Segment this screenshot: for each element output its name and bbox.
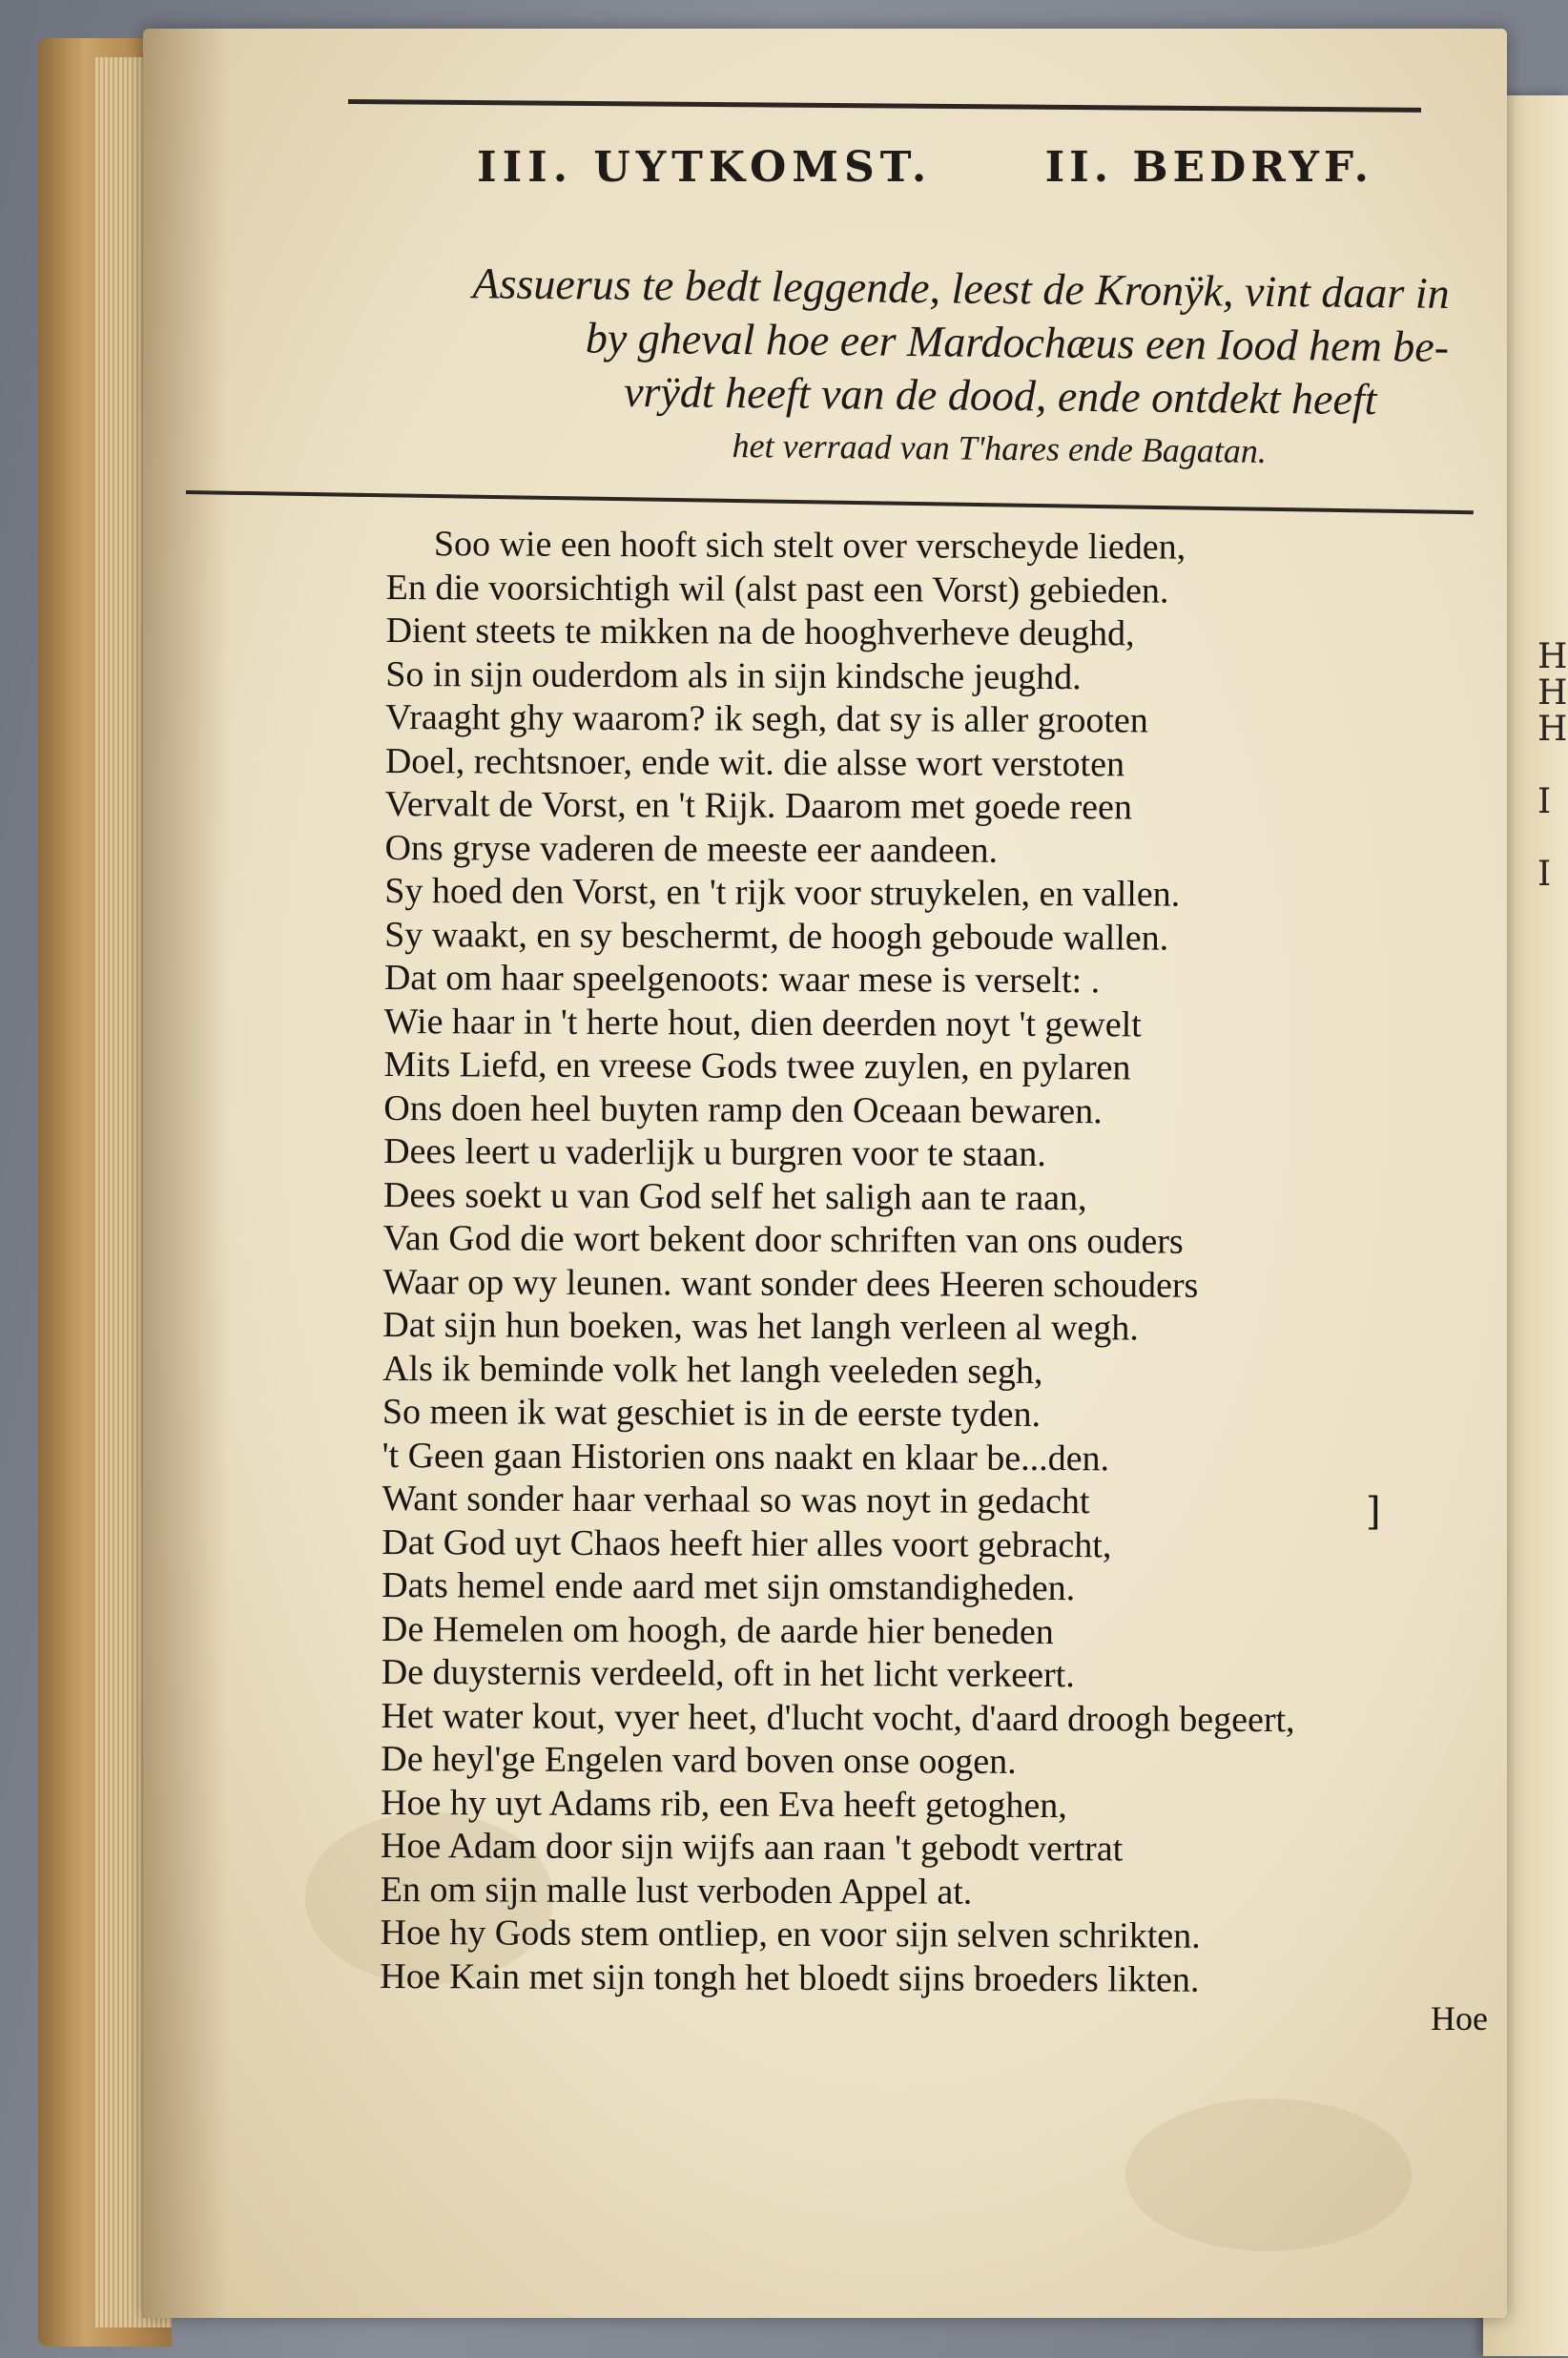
facing-page-letter: H xyxy=(1537,673,1568,713)
running-head-left: III. UYTKOMST. xyxy=(477,143,933,192)
verse-line: De heyl'ge Engelen vard boven onse oogen. xyxy=(381,1738,1017,1782)
verse-line: Vraaght ghy waarom? ik segh, dat sy is aller grooten xyxy=(385,696,1148,741)
verse-body xyxy=(380,523,1474,2003)
verse-line: Vervalt de Vorst, en 't Rijk. Daarom met goede reen xyxy=(384,783,1132,828)
verse-line: De Hemelen om hoogh, de aarde hier beneden xyxy=(381,1608,1054,1652)
verse-line: Het water kout, vyer heet, d'lucht vocht, d'aard droogh begeert, xyxy=(381,1695,1295,1740)
summary-line: Assuerus te bedt leggende, leest de Kronÿk, vint daar in xyxy=(472,259,1450,318)
verse-line: Sy waakt, en sy beschermt, de hoogh geboude wallen. xyxy=(384,914,1169,959)
verse-line: Ons doen heel buyten ramp den Oceaan bewaren. xyxy=(383,1087,1103,1131)
verse-line: Wie haar in 't herte hout, dien deerden noyt 't gewelt xyxy=(383,1001,1142,1045)
verse-line: Doel, rechtsnoer, ende wit. die alsse wort verstoten xyxy=(384,740,1125,784)
verse-line: Want sonder haar verhaal so was noyt in gedacht xyxy=(382,1478,1090,1522)
paper-stain xyxy=(1125,2099,1412,2251)
facing-page-letter: H xyxy=(1537,637,1568,676)
verse-line: Van God die wort bekent door schriften van ons ouders xyxy=(382,1217,1184,1262)
facing-page-letter: I xyxy=(1537,782,1552,821)
verse-line: Dats hemel ende aard met sijn omstandigheden. xyxy=(382,1564,1076,1609)
verse-line: Hoe hy Gods stem ontliep, en voor sijn selven schrikten. xyxy=(380,1912,1201,1956)
verse-line: Sy hoed den Vorst, en 't rijk voor struykelen, en vallen. xyxy=(384,870,1181,915)
summary-line: by gheval hoe eer Mardochæus een Iood hem be- xyxy=(585,313,1450,371)
verse-line: Dees soekt u van God self het saligh aan te raan, xyxy=(382,1174,1087,1218)
margin-bracket: ] xyxy=(1366,1490,1381,1534)
facing-page-letter: H xyxy=(1537,710,1568,749)
verse-line: Dees leert u vaderlijk u burgren voor te staan. xyxy=(383,1130,1046,1175)
verse-line: En die voorsichtigh wil (alst past een Vorst) gebieden. xyxy=(385,567,1169,611)
facing-page-letters xyxy=(1537,639,1567,893)
verse-line: Ons gryse vaderen de meeste eer aandeen. xyxy=(384,827,999,871)
verse-line: De duysternis verdeeld, oft in het licht verkeert. xyxy=(381,1651,1075,1696)
verse-line: Dat sijn hun boeken, was het langh verleen al wegh. xyxy=(382,1304,1139,1349)
verse-line: Dat God uyt Chaos heeft hier alles voort gebracht, xyxy=(382,1521,1112,1565)
verse-line: Hoe hy uyt Adams rib, een Eva heeft getoghen, xyxy=(381,1782,1067,1826)
verse-line: En om sijn malle lust verboden Appel at. xyxy=(380,1869,973,1913)
verse-line: So in sijn ouderdom als in sijn kindsche jeughd. xyxy=(385,653,1082,697)
scene-summary xyxy=(361,256,1450,479)
facing-page-letter xyxy=(1537,748,1567,784)
verse-line: So meen ik wat geschiet is in de eerste tyden. xyxy=(382,1391,1042,1436)
verse-line: Soo wie een hooft sich stelt over verscheyde lieden, xyxy=(433,524,1186,568)
verse-line: Dient steets te mikken na de hooghverheve deughd, xyxy=(385,610,1135,654)
summary-line: vrÿdt heeft van de dood, ende ontdekt heeft xyxy=(623,366,1377,424)
facing-page-letter: I xyxy=(1537,855,1552,894)
gutter-shadow xyxy=(143,29,229,2318)
verse-line: Hoe Adam door sijn wijfs aan raan 't gebodt vertrat xyxy=(380,1825,1124,1870)
running-head-right: II. BEDRYF. xyxy=(1044,143,1373,192)
verse-line: 't Geen gaan Historien ons naakt en klaar be...den. xyxy=(382,1435,1110,1479)
verse-line: Mits Liefd, en vreese Gods twee zuylen, en pylaren xyxy=(383,1044,1131,1088)
catchword: Hoe xyxy=(1431,1999,1488,2037)
verse-line: Waar op wy leunen. want sonder dees Heeren schouders xyxy=(382,1261,1199,1306)
facing-page-letter xyxy=(1537,820,1567,857)
verse-line: Als ik beminde volk het langh veeleden segh, xyxy=(382,1348,1043,1392)
verse-line: Hoe Kain met sijn tongh het bloedt sijns broeders likten. xyxy=(380,1955,1200,2000)
verse-line: Dat om haar speelgenoots: waar mese is verselt: . xyxy=(383,957,1101,1002)
running-head xyxy=(477,143,1373,219)
summary-line: het verraad van T'hares ende Bagatan. xyxy=(732,426,1268,470)
